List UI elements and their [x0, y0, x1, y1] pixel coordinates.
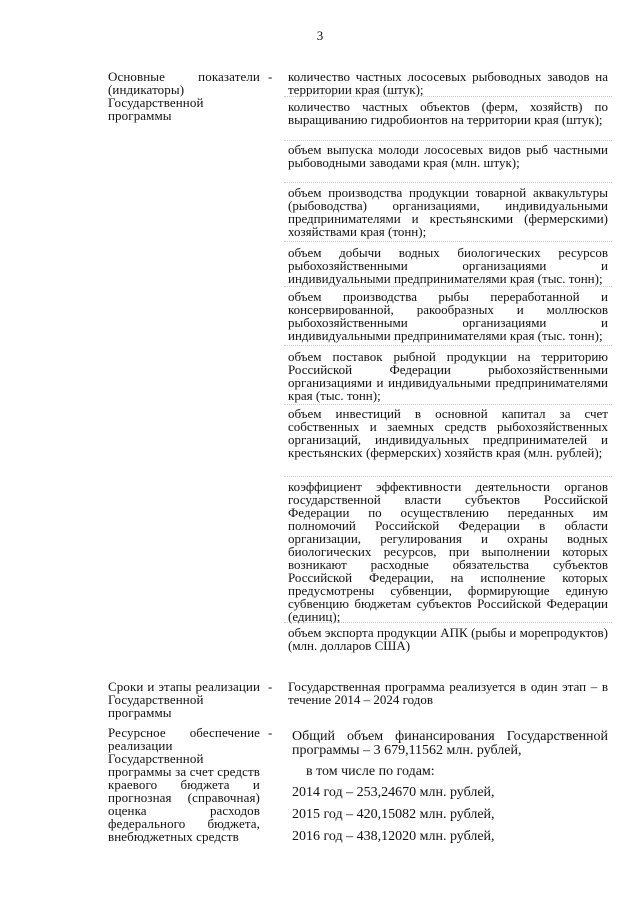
indicator-item: объем производства рыбы переработанной и консервированной, ракообразных и моллюсков рыбохозяйственными организациями и индивидуальными предпринимателями края (тыс. тонн); — [288, 289, 608, 343]
item-separator — [284, 96, 612, 97]
item-separator — [284, 286, 612, 287]
indicator-item: коэффициент эффективности деятельности органов государственной власти субъектов Российской Федерации по осуществлению переданных им полномочий Российской Федерации в области организации, регулирования и охраны водных биологических ресурсов, при выполнении которых возникают расходные обязательства субъектов Российской Федерации, на исполнение которых предусмотрены субвенции, формирующие единую субвенцию бюджетам субъектов Российской Федерации (единиц); — [288, 479, 608, 624]
financing-by-years-intro: в том числе по годам: — [306, 764, 435, 779]
item-separator — [284, 182, 612, 183]
timeline-text: Государственная программа реализуется в один этап – в течение 2014 – 2024 годов — [288, 679, 608, 707]
indicator-item: объем производства продукции товарной аквакультуры (рыбоводства) организациями, индивидуальными предпринимателями и крестьянскими (фермерскими) хозяйствами края (тонн); — [288, 185, 608, 239]
page-number: 3 — [316, 28, 324, 43]
indicator-item: объем выпуска молоди лососевых видов рыб частными рыбоводными заводами края (млн. штук); — [288, 142, 608, 170]
indicator-item: объем инвестиций в основной капитал за счет собственных и заемных средств рыбохозяйственных организаций, индивидуальных предпринимателей и крестьянских (фермерских) хозяйств края (млн. рублей); — [288, 406, 608, 460]
indicator-item: объем экспорта продукции АПК (рыбы и морепродуктов) (млн. долларов США) — [288, 625, 608, 653]
financing-year-item: 2016 год – 438,12020 млн. рублей, — [292, 829, 495, 844]
item-separator — [284, 241, 612, 242]
financing-year-item: 2015 год – 420,15082 млн. рублей, — [292, 807, 495, 822]
indicator-item: объем добычи водных биологических ресурсов рыбохозяйственными организациями и индивидуальными предпринимателями края (тыс. тонн); — [288, 245, 608, 286]
item-separator — [284, 622, 612, 623]
item-separator — [284, 140, 612, 141]
financing-year-item: 2014 год – 253,24670 млн. рублей, — [292, 785, 495, 800]
indicators-dash: - — [268, 69, 273, 84]
indicators-label: Основные показатели (индикаторы) Государственной программы — [108, 69, 260, 123]
indicator-item: количество частных лососевых рыбоводных заводов на территории края (штук); — [288, 69, 608, 97]
item-separator — [284, 404, 612, 405]
indicator-item: количество частных объектов (ферм, хозяйств) по выращиванию гидробионтов на территории края (штук); — [288, 99, 608, 127]
resources-label: Ресурсное обеспечение реализации Государственной программы за счет средств краевого бюджета и прогнозная (справочная) оценка расходов федерального бюджета, внебюджетных средств — [108, 725, 260, 844]
timeline-dash: - — [268, 679, 273, 694]
resources-dash: - — [268, 725, 273, 740]
item-separator — [284, 476, 612, 477]
item-separator — [284, 345, 612, 346]
indicator-item: объем поставок рыбной продукции на территорию Российской Федерации рыбохозяйственными организациями и индивидуальными предпринимателями края (тыс. тонн); — [288, 349, 608, 403]
timeline-label: Сроки и этапы реализации Государственной программы — [108, 679, 260, 720]
financing-total: Общий объем финансирования Государственной программы – 3 679,11562 млн. рублей, — [292, 729, 608, 758]
